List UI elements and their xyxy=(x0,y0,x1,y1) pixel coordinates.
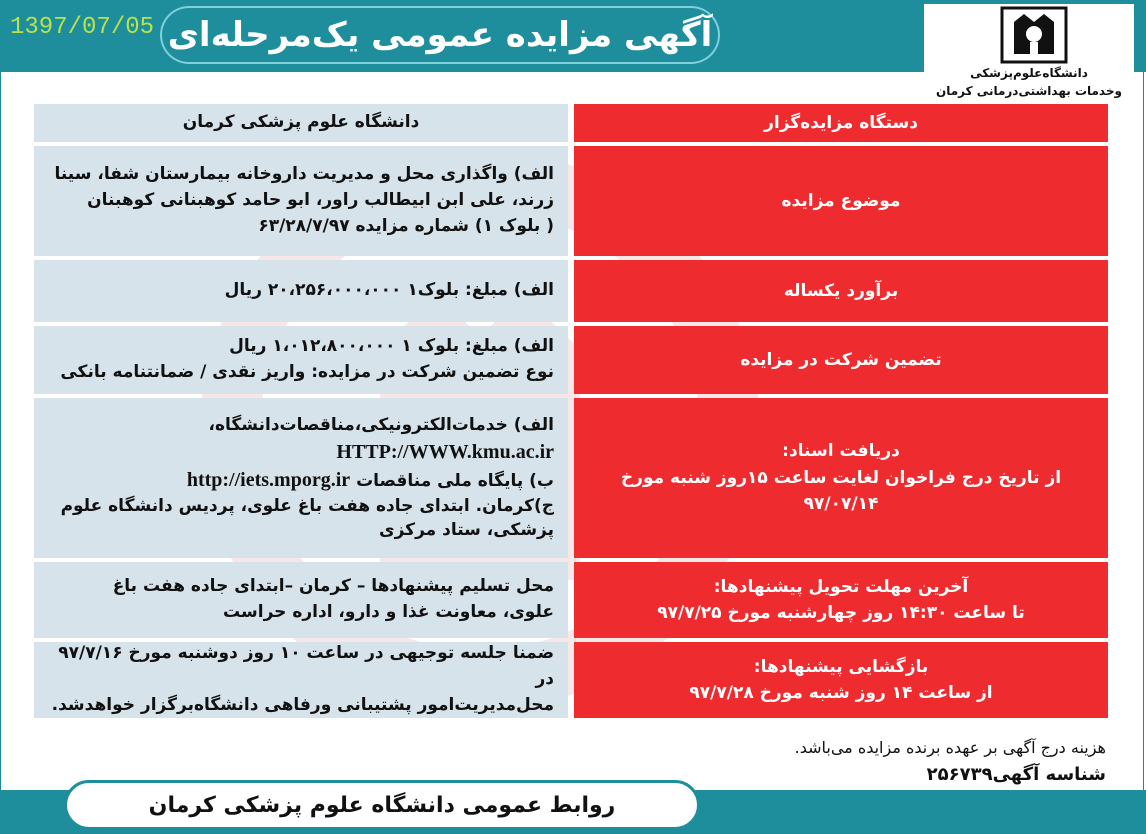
label-line: آخرین مهلت تحویل پیشنهادها: xyxy=(713,576,969,597)
logo-text-line1: دانشگاه‌علوم‌پزشکی xyxy=(970,66,1088,80)
label-line: دریافت اسناد: xyxy=(782,441,900,462)
row-value xyxy=(34,104,568,142)
row-value xyxy=(34,146,568,256)
label-line: از ساعت ۱۴ روز شنبه مورخ ۹۷/۷/۲۸ xyxy=(689,683,993,703)
value-line: الف) خدمات‌الکترونیکی،مناقصات‌دانشگاه، xyxy=(208,415,554,436)
value-line: ضمنا جلسه توجیهی در ساعت ۱۰ روز دوشنبه مورخ ۹۷/۷/۱۶ در xyxy=(58,643,554,690)
ad-id: شناسه آگهی۲۵۶۷۳۹ xyxy=(926,764,1106,785)
value-line xyxy=(48,466,554,494)
table-row xyxy=(34,104,1108,142)
value-line: علوی، معاونت غذا و دارو، اداره حراست xyxy=(223,602,554,622)
table-row xyxy=(34,326,1108,394)
label-line: بازگشایی پیشنهادها: xyxy=(753,656,929,677)
value-line: الف) واگذاری محل و مدیریت داروخانه بیمارستان شفا، سینا xyxy=(54,164,554,185)
table-row xyxy=(34,398,1108,558)
footer-label: روابط عمومی دانشگاه علوم پزشکی کرمان xyxy=(64,780,700,830)
row-label: موضوع مزایده xyxy=(574,146,1108,256)
value-line: ج)کرمان. ابتدای جاده هفت باغ علوی، پردیس دانشگاه علوم xyxy=(60,496,554,517)
row-value xyxy=(34,562,568,638)
row-value xyxy=(34,326,568,394)
university-logo xyxy=(924,4,1134,100)
table-row xyxy=(34,642,1108,718)
value-line: زرند، علی ابن ابیطالب راور، ابو حامد کوهبنانی کوهبنان xyxy=(87,190,554,211)
value-line: الف) مبلغ: بلوک۱ ۲۰،۲۵۶،۰۰۰،۰۰۰ ریال xyxy=(224,280,554,301)
row-value xyxy=(34,260,568,322)
page-title: آگهی مزایده عمومی یک‌مرحله‌ای xyxy=(160,6,720,64)
row-label: دستگاه مزایده‌گزار xyxy=(574,104,1108,142)
value-line: پزشکی، ستاد مرکزی xyxy=(379,520,554,541)
row-label: تضمین شرکت در مزایده xyxy=(574,326,1108,394)
row-value xyxy=(34,642,568,718)
table-row xyxy=(34,260,1108,322)
row-value xyxy=(34,398,568,558)
value-text: ب) پایگاه ملی مناقصات xyxy=(356,470,554,491)
logo-text-line2: وخدمات بهداشتی‌درمانی کرمان xyxy=(936,84,1122,98)
label-line: تا ساعت ۱۴:۳۰ روز چهارشنبه مورخ ۹۷/۷/۲۵ xyxy=(657,603,1025,623)
footnote: هزینه درج آگهی بر عهده برنده مزایده می‌باشد. xyxy=(794,738,1106,757)
row-label xyxy=(574,642,1108,718)
table-row xyxy=(34,562,1108,638)
emblem-icon xyxy=(994,4,1074,66)
publish-date: 1397/07/05 xyxy=(10,14,155,41)
value-line: دانشگاه علوم پزشکی کرمان xyxy=(182,112,420,133)
value-line: الف) مبلغ: بلوک ۱ ۱،۰۱۲،۸۰۰،۰۰۰ ریال xyxy=(229,336,554,357)
row-label: برآورد یکساله xyxy=(574,260,1108,322)
table-row xyxy=(34,146,1108,256)
label-line: ۹۷/۰۷/۱۴ xyxy=(803,494,879,515)
row-label xyxy=(574,562,1108,638)
value-line: محل تسلیم پیشنهادها – کرمان –ابتدای جاده هفت باغ xyxy=(112,576,554,597)
university-website-link[interactable]: HTTP://WWW.kmu.ac.ir xyxy=(336,440,554,463)
label-line: از تاریخ درج فراخوان لغایت ساعت ۱۵روز شنبه مورخ xyxy=(620,467,1062,488)
row-label xyxy=(574,398,1108,558)
value-line: محل‌مدیریت‌امور پشتیبانی ورفاهی دانشگاه‌برگزار خواهد‌شد. xyxy=(51,694,554,715)
value-line: ( بلوک ۱) شماره مزایده ۶۳/۲۸/۷/۹۷ xyxy=(258,215,554,236)
guarantee-type: نوع تضمین شرکت در مزایده: واریز نقدی / ضمانتنامه بانکی xyxy=(60,362,554,382)
iets-website-link[interactable]: http://iets.mporg.ir xyxy=(186,468,351,491)
